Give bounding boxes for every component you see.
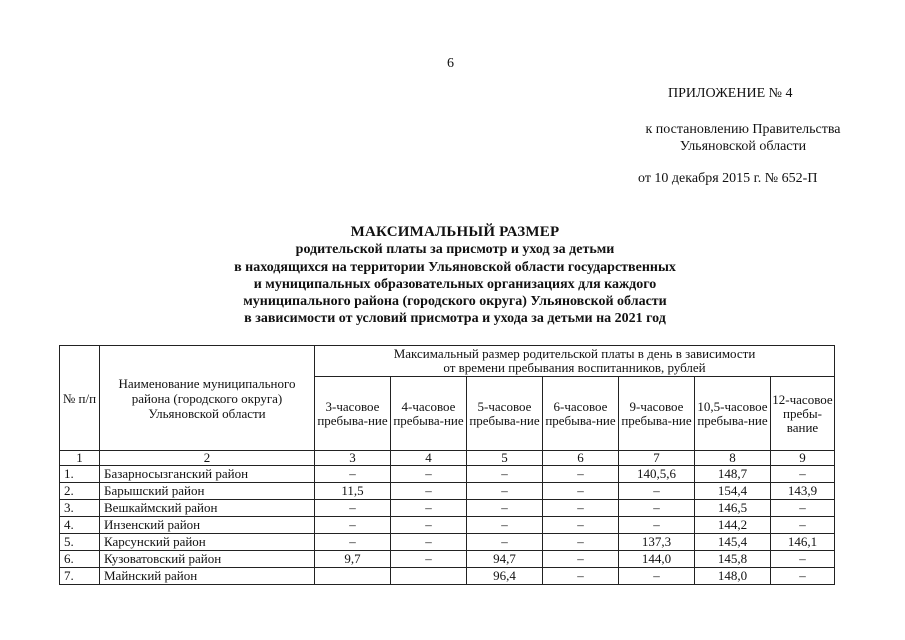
fee-cell: 145,4 xyxy=(695,534,771,551)
district-name: Барышский район xyxy=(100,483,315,500)
fee-cell: – xyxy=(771,551,835,568)
decree-date: от 10 декабря 2015 г. № 652-П xyxy=(638,171,818,186)
district-name: Вешкаймский район xyxy=(100,500,315,517)
table-row xyxy=(60,534,835,551)
district-name: Майнский район xyxy=(100,568,315,585)
fee-cell: – xyxy=(315,500,391,517)
fee-cell: 137,3 xyxy=(619,534,695,551)
fee-cell: – xyxy=(543,551,619,568)
district-name: Кузоватовский район xyxy=(100,551,315,568)
fee-cell: – xyxy=(543,483,619,500)
fee-cell: – xyxy=(315,517,391,534)
fee-cell: 9,7 xyxy=(315,551,391,568)
district-name: Инзенский район xyxy=(100,517,315,534)
row-number: 2. xyxy=(60,483,100,500)
fee-cell: 144,0 xyxy=(619,551,695,568)
fee-cell: – xyxy=(467,534,543,551)
fee-table xyxy=(59,345,835,585)
fee-cell: 146,5 xyxy=(695,500,771,517)
page-number: 6 xyxy=(447,56,454,71)
fee-cell: 11,5 xyxy=(315,483,391,500)
fee-cell: – xyxy=(771,517,835,534)
fee-cell: – xyxy=(467,500,543,517)
fee-cell: – xyxy=(467,466,543,483)
fee-cell: 96,4 xyxy=(467,568,543,585)
header-duration-1: 3-часовое пребыва-ние xyxy=(315,377,391,451)
fee-cell xyxy=(315,568,391,585)
fee-cell: – xyxy=(391,466,467,483)
header-name: Наименование муниципального района (городского округа) Ульяновской области xyxy=(100,346,315,451)
column-number: 5 xyxy=(467,451,543,466)
row-number: 1. xyxy=(60,466,100,483)
column-number: 3 xyxy=(315,451,391,466)
header-duration-4: 6-часовое пребыва-ние xyxy=(543,377,619,451)
fee-cell: – xyxy=(543,466,619,483)
decree-reference-line2: Ульяновской области xyxy=(679,139,807,154)
column-number: 9 xyxy=(771,451,835,466)
row-number: 4. xyxy=(60,517,100,534)
fee-cell: – xyxy=(543,500,619,517)
fee-cell: – xyxy=(619,517,695,534)
fee-cell: – xyxy=(391,500,467,517)
fee-cell: – xyxy=(771,466,835,483)
appendix-label: ПРИЛОЖЕНИЕ № 4 xyxy=(668,86,793,101)
fee-cell: 154,4 xyxy=(695,483,771,500)
row-number: 3. xyxy=(60,500,100,517)
table-row xyxy=(60,568,835,585)
fee-cell: – xyxy=(391,551,467,568)
fee-cell: 143,9 xyxy=(771,483,835,500)
header-num: № п/п xyxy=(60,346,100,451)
fee-cell: – xyxy=(543,568,619,585)
column-number: 2 xyxy=(100,451,315,466)
fee-cell: – xyxy=(619,568,695,585)
fee-cell: – xyxy=(391,517,467,534)
fee-cell xyxy=(391,568,467,585)
title-line-4: и муниципальных образовательных организациях для каждого xyxy=(253,276,657,292)
header-max-fee-line1: Максимальный размер родительской платы в день в зависимости xyxy=(393,346,756,361)
table-row xyxy=(60,483,835,500)
fee-cell: – xyxy=(543,534,619,551)
fee-cell: – xyxy=(771,568,835,585)
decree-reference xyxy=(628,121,858,155)
table-row xyxy=(60,551,835,568)
column-number: 7 xyxy=(619,451,695,466)
row-number: 6. xyxy=(60,551,100,568)
fee-cell: – xyxy=(771,500,835,517)
column-number: 4 xyxy=(391,451,467,466)
title-line-1: МАКСИМАЛЬНЫЙ РАЗМЕР xyxy=(350,224,560,240)
column-number: 6 xyxy=(543,451,619,466)
fee-cell: – xyxy=(467,517,543,534)
fee-cell: – xyxy=(391,483,467,500)
district-name: Базарносызганский район xyxy=(100,466,315,483)
header-duration-3: 5-часовое пребыва-ние xyxy=(467,377,543,451)
title-line-5: муниципального района (городского округа) Ульяновской области xyxy=(243,294,667,310)
column-number: 1 xyxy=(60,451,100,466)
title-line-3: в находящихся на территории Ульяновской области государственных xyxy=(234,259,676,275)
table-row xyxy=(60,517,835,534)
fee-cell: 148,0 xyxy=(695,568,771,585)
fee-cell: 94,7 xyxy=(467,551,543,568)
fee-cell: – xyxy=(619,500,695,517)
title-line-6: в зависимости от условий присмотра и ухода за детьми на 2021 год xyxy=(244,311,666,327)
header-max-fee xyxy=(315,346,835,377)
header-max-fee-line2: от времени пребывания воспитанников, рублей xyxy=(443,360,706,375)
fee-cell: – xyxy=(619,483,695,500)
fee-cell: 144,2 xyxy=(695,517,771,534)
title-line-2: родительской платы за присмотр и уход за детьми xyxy=(295,242,615,258)
fee-cell: – xyxy=(467,483,543,500)
fee-cell: – xyxy=(315,466,391,483)
header-duration-6: 10,5-часовое пребыва-ние xyxy=(695,377,771,451)
table-row xyxy=(60,500,835,517)
fee-cell: 146,1 xyxy=(771,534,835,551)
table-row xyxy=(60,466,835,483)
fee-cell: 140,5,6 xyxy=(619,466,695,483)
fee-cell: – xyxy=(391,534,467,551)
row-number: 7. xyxy=(60,568,100,585)
fee-cell: 145,8 xyxy=(695,551,771,568)
header-duration-7: 12-часовое пребы-вание xyxy=(771,377,835,451)
column-number: 8 xyxy=(695,451,771,466)
header-duration-5: 9-часовое пребыва-ние xyxy=(619,377,695,451)
district-name: Карсунский район xyxy=(100,534,315,551)
document-title xyxy=(180,224,730,328)
fee-cell: 148,7 xyxy=(695,466,771,483)
decree-reference-line1: к постановлению Правительства xyxy=(645,122,841,137)
row-number: 5. xyxy=(60,534,100,551)
header-duration-2: 4-часовое пребыва-ние xyxy=(391,377,467,451)
fee-cell: – xyxy=(315,534,391,551)
fee-cell: – xyxy=(543,517,619,534)
